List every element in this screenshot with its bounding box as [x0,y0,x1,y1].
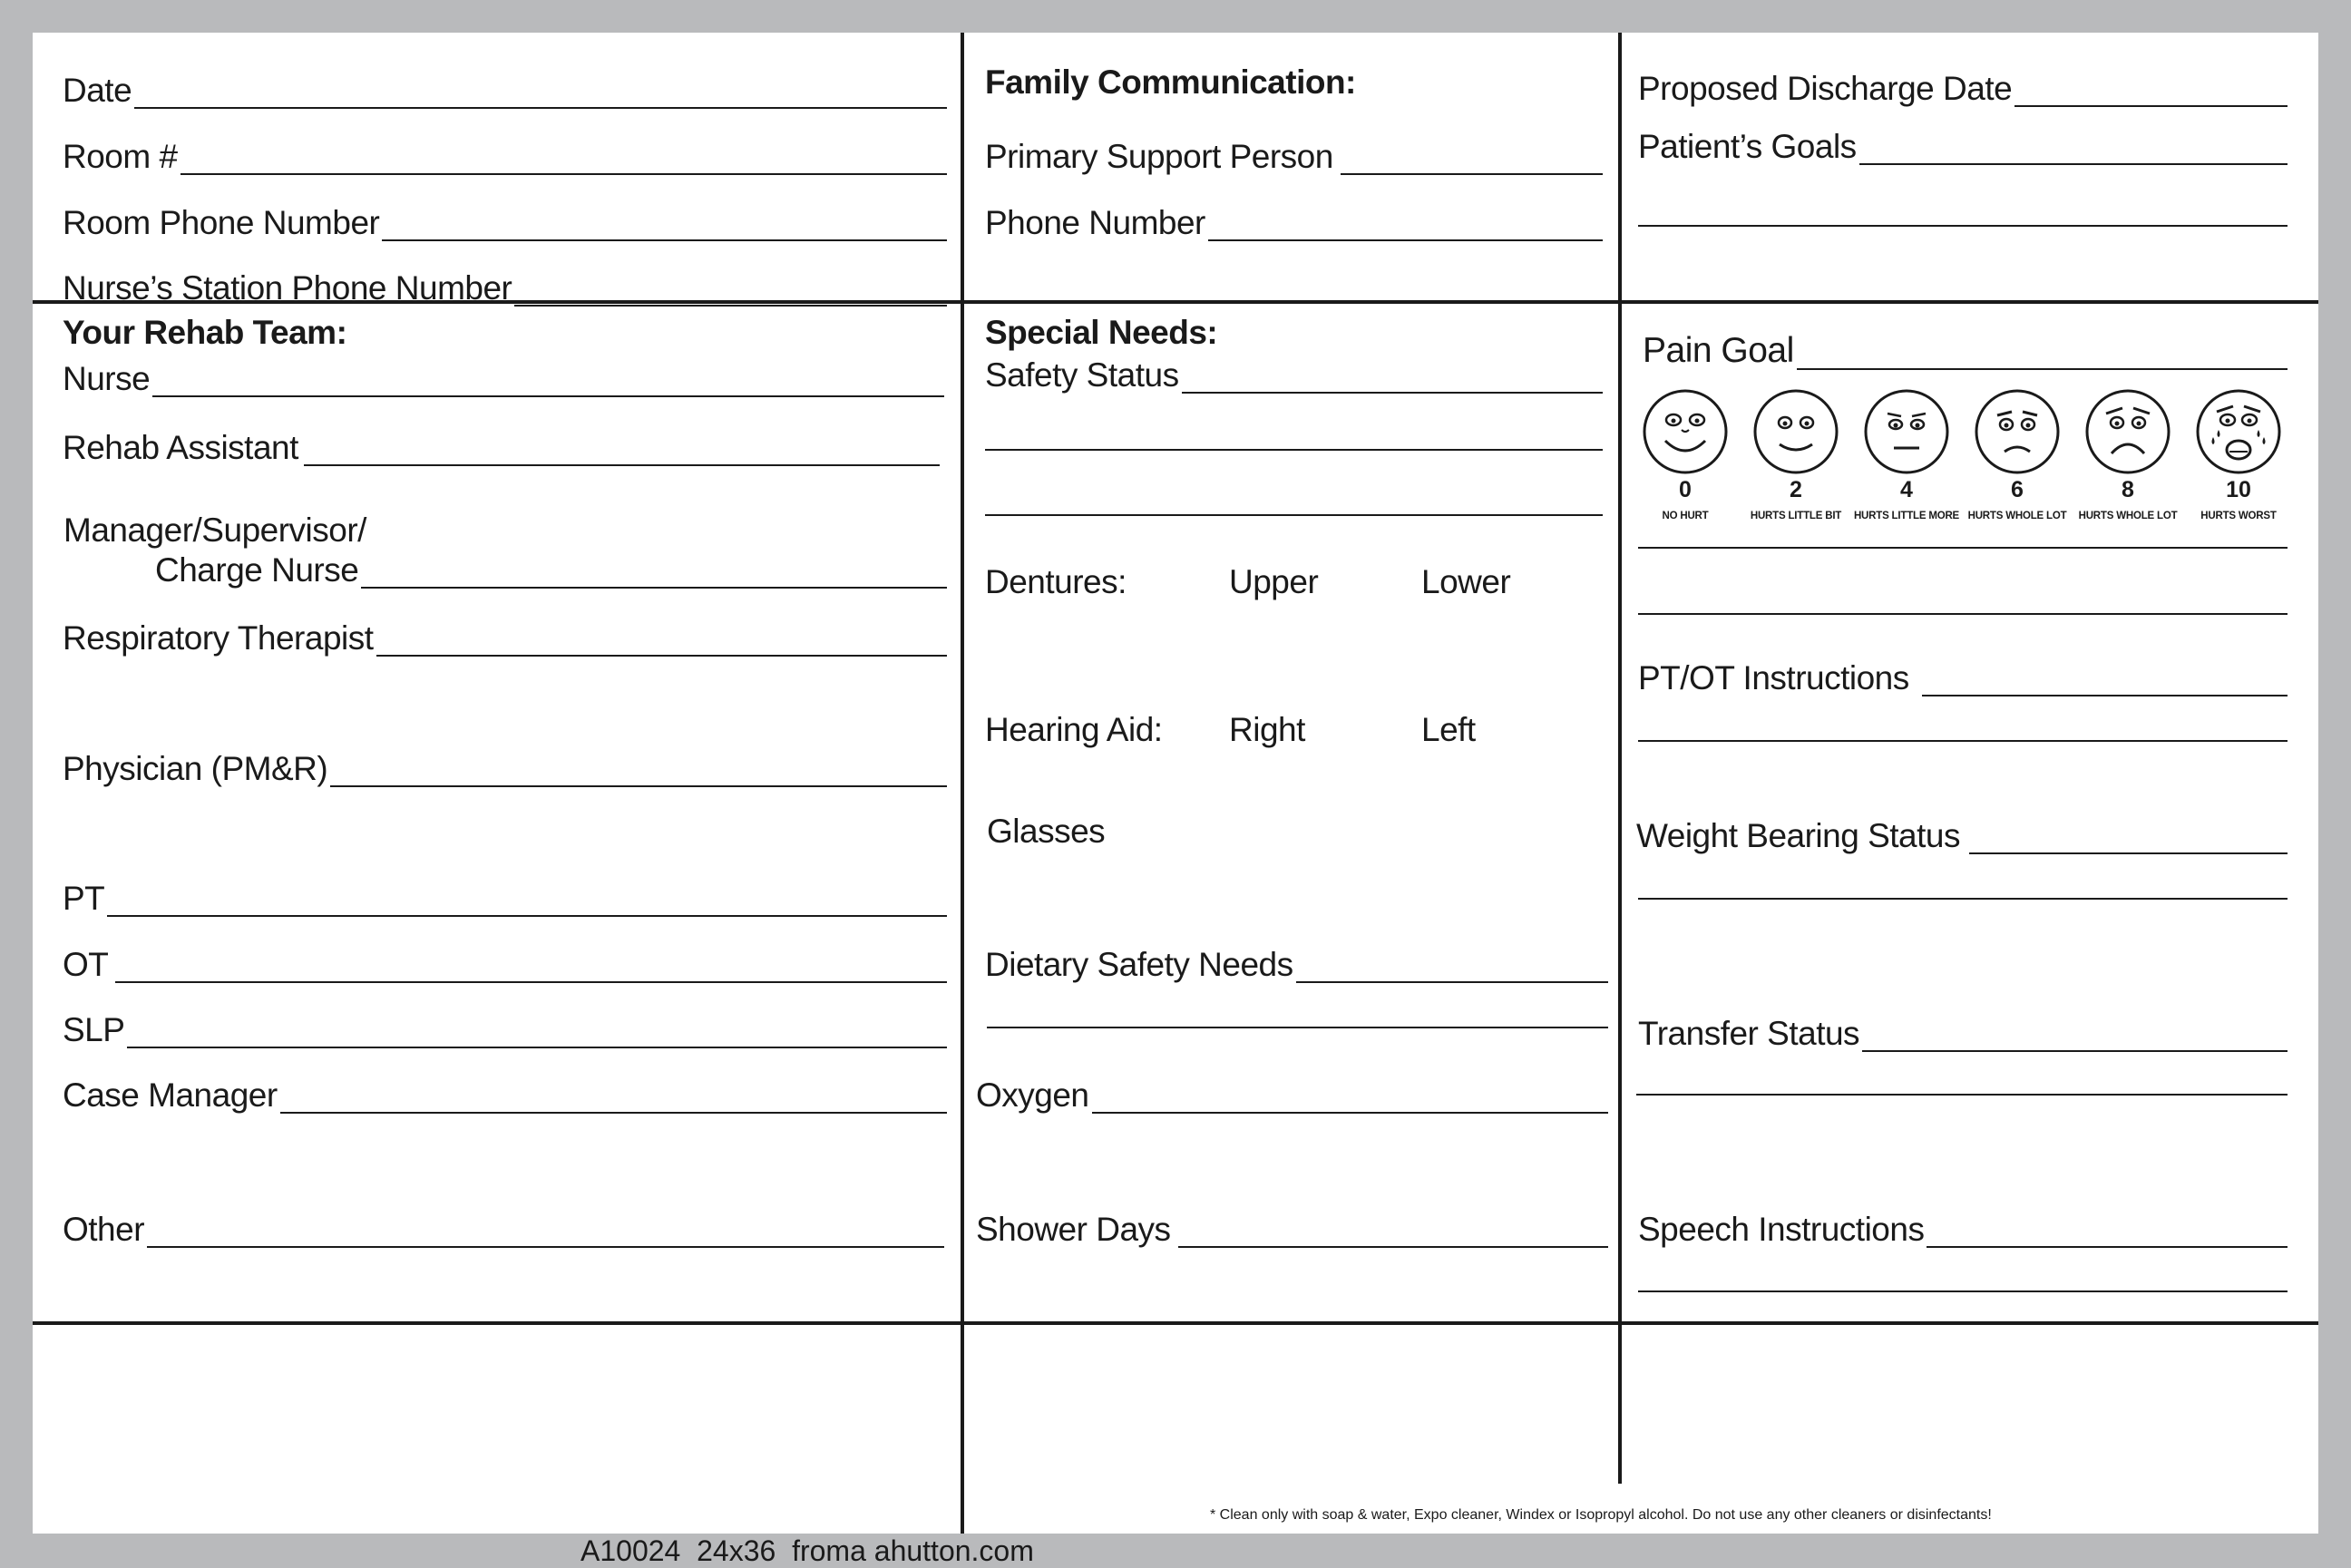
pain-scale-0-number: 0 [1679,477,1692,502]
pt-label: PT [63,880,105,917]
room-field[interactable] [63,130,947,175]
physician-field[interactable] [63,742,947,787]
hearing-aid-right-option[interactable]: Right [1229,711,1305,748]
room-phone-field[interactable] [63,196,947,241]
ot-label: OT [63,946,109,983]
face-frown-icon [1974,388,2061,475]
product-footer: A10024 24x36 froma ahutton.com [580,1534,1034,1567]
pain-scale-6[interactable] [1963,388,2072,522]
shower-days-label: Shower Days [976,1211,1171,1248]
column-divider-2 [1618,33,1622,1484]
respiratory-therapist-label: Respiratory Therapist [63,619,374,657]
pain-scale-8-caption: HURTS WHOLE LOT [2078,511,2178,521]
family-phone-field[interactable] [985,196,1603,241]
ptot-instructions-label: PT/OT Instructions [1638,659,1909,696]
room-label: Room # [63,138,178,175]
pain-scale-0[interactable] [1631,388,1740,522]
charge-nurse-field[interactable] [155,543,947,589]
oxygen-label: Oxygen [976,1076,1089,1114]
pain-scale-2[interactable] [1741,388,1850,522]
rehab-assistant-field[interactable] [63,421,940,466]
charge-nurse-label: Charge Nurse [155,551,359,589]
pain-scale-10[interactable] [2184,388,2293,522]
pain-scale-10-caption: HURTS WORST [2200,511,2277,521]
case-manager-label: Case Manager [63,1076,278,1114]
pain-scale-8[interactable] [2073,388,2182,522]
nurse-station-phone-label: Nurse’s Station Phone Number [63,269,512,307]
transfer-status-label: Transfer Status [1638,1015,1860,1052]
pain-scale-4-number: 4 [1900,477,1913,502]
face-smile-icon [1752,388,1839,475]
pain-scale-2-caption: HURTS LITTLE BIT [1750,511,1842,521]
pain-goal-label: Pain Goal [1643,331,1794,370]
cleaning-disclaimer: * Clean only with soap & water, Expo cleaner, Windex or Isopropyl alcohol. Do not use any other cleaners or disinfectants! [1210,1507,1992,1523]
glasses-label: Glasses [987,813,1106,850]
face-smile-big-icon [1642,388,1729,475]
speech-instructions-field[interactable] [1638,1203,2288,1248]
speech-instructions-line-2[interactable] [1638,1290,2288,1292]
pain-scale-6-caption: HURTS WHOLE LOT [1967,511,2067,521]
hearing-aid-label: Hearing Aid: [985,711,1163,748]
safety-status-line-3[interactable] [985,514,1603,516]
column-divider-1 [961,33,964,1534]
face-neutral-icon [1863,388,1950,475]
safety-status-label: Safety Status [985,356,1179,394]
transfer-status-field[interactable] [1638,1007,2288,1052]
dentures-label: Dentures: [985,563,1127,600]
weight-bearing-label: Weight Bearing Status [1636,817,1960,854]
patient-goals-label: Patient’s Goals [1638,128,1857,165]
pain-goal-field[interactable] [1643,325,2288,370]
face-sad-icon [2084,388,2171,475]
pain-scale-6-number: 6 [2011,477,2024,502]
shower-days-field[interactable] [976,1203,1608,1248]
dietary-safety-field[interactable] [985,938,1608,983]
oxygen-field[interactable] [976,1068,1608,1114]
pt-field[interactable] [63,872,947,917]
primary-support-field[interactable] [985,130,1603,175]
pain-scale-0-caption: NO HURT [1662,511,1709,521]
dentures-upper-option[interactable]: Upper [1229,563,1319,600]
weight-bearing-line-2[interactable] [1638,898,2288,900]
ptot-instructions-field[interactable] [1638,651,2288,696]
discharge-date-field[interactable] [1638,62,2288,107]
dentures-lower-option[interactable]: Lower [1421,563,1511,600]
transfer-status-line-2[interactable] [1636,1094,2288,1096]
physician-label: Physician (PM&R) [63,750,328,787]
other-field[interactable] [63,1203,944,1248]
pain-line-3[interactable] [1638,613,2288,615]
row-divider-bottom [33,1321,2318,1325]
face-crying-icon [2195,388,2282,475]
dietary-safety-line-2[interactable] [987,1027,1608,1028]
ptot-instructions-line-2[interactable] [1638,740,2288,742]
slp-field[interactable] [63,1003,947,1048]
discharge-date-label: Proposed Discharge Date [1638,70,2013,107]
special-needs-heading: Special Needs: [985,314,1218,351]
other-label: Other [63,1211,145,1248]
pain-scale-4[interactable] [1852,388,1961,522]
primary-support-label: Primary Support Person [985,138,1333,175]
date-label: Date [63,72,132,109]
speech-instructions-label: Speech Instructions [1638,1211,1925,1248]
pain-scale-10-number: 10 [2226,477,2251,502]
weight-bearing-field[interactable] [1636,809,2288,854]
family-communication-heading: Family Communication: [985,63,1356,101]
respiratory-therapist-field[interactable] [63,611,947,657]
manager-label-line1: Manager/Supervisor/ [63,511,366,549]
rehab-assistant-label: Rehab Assistant [63,429,298,466]
patient-goals-line-2[interactable] [1638,225,2288,227]
patient-goals-field[interactable] [1638,120,2288,165]
pain-line-2[interactable] [1638,547,2288,549]
hearing-aid-left-option[interactable]: Left [1421,711,1476,748]
pain-scale-2-number: 2 [1790,477,1802,502]
pain-scale-4-caption: HURTS LITTLE MORE [1853,511,1960,521]
whiteboard [33,33,2318,1534]
date-field[interactable] [63,63,947,109]
ot-field[interactable] [63,938,947,983]
nurse-station-phone-field[interactable] [63,261,947,307]
slp-label: SLP [63,1011,125,1048]
nurse-label: Nurse [63,360,151,397]
safety-status-line-2[interactable] [985,449,1603,451]
family-phone-label: Phone Number [985,204,1205,241]
dietary-safety-label: Dietary Safety Needs [985,946,1293,983]
pain-scale-8-number: 8 [2122,477,2134,502]
nurse-field[interactable] [63,352,944,397]
safety-status-field[interactable] [985,348,1603,394]
rehab-team-heading: Your Rehab Team: [63,314,347,351]
room-phone-label: Room Phone Number [63,204,380,241]
case-manager-field[interactable] [63,1068,947,1114]
